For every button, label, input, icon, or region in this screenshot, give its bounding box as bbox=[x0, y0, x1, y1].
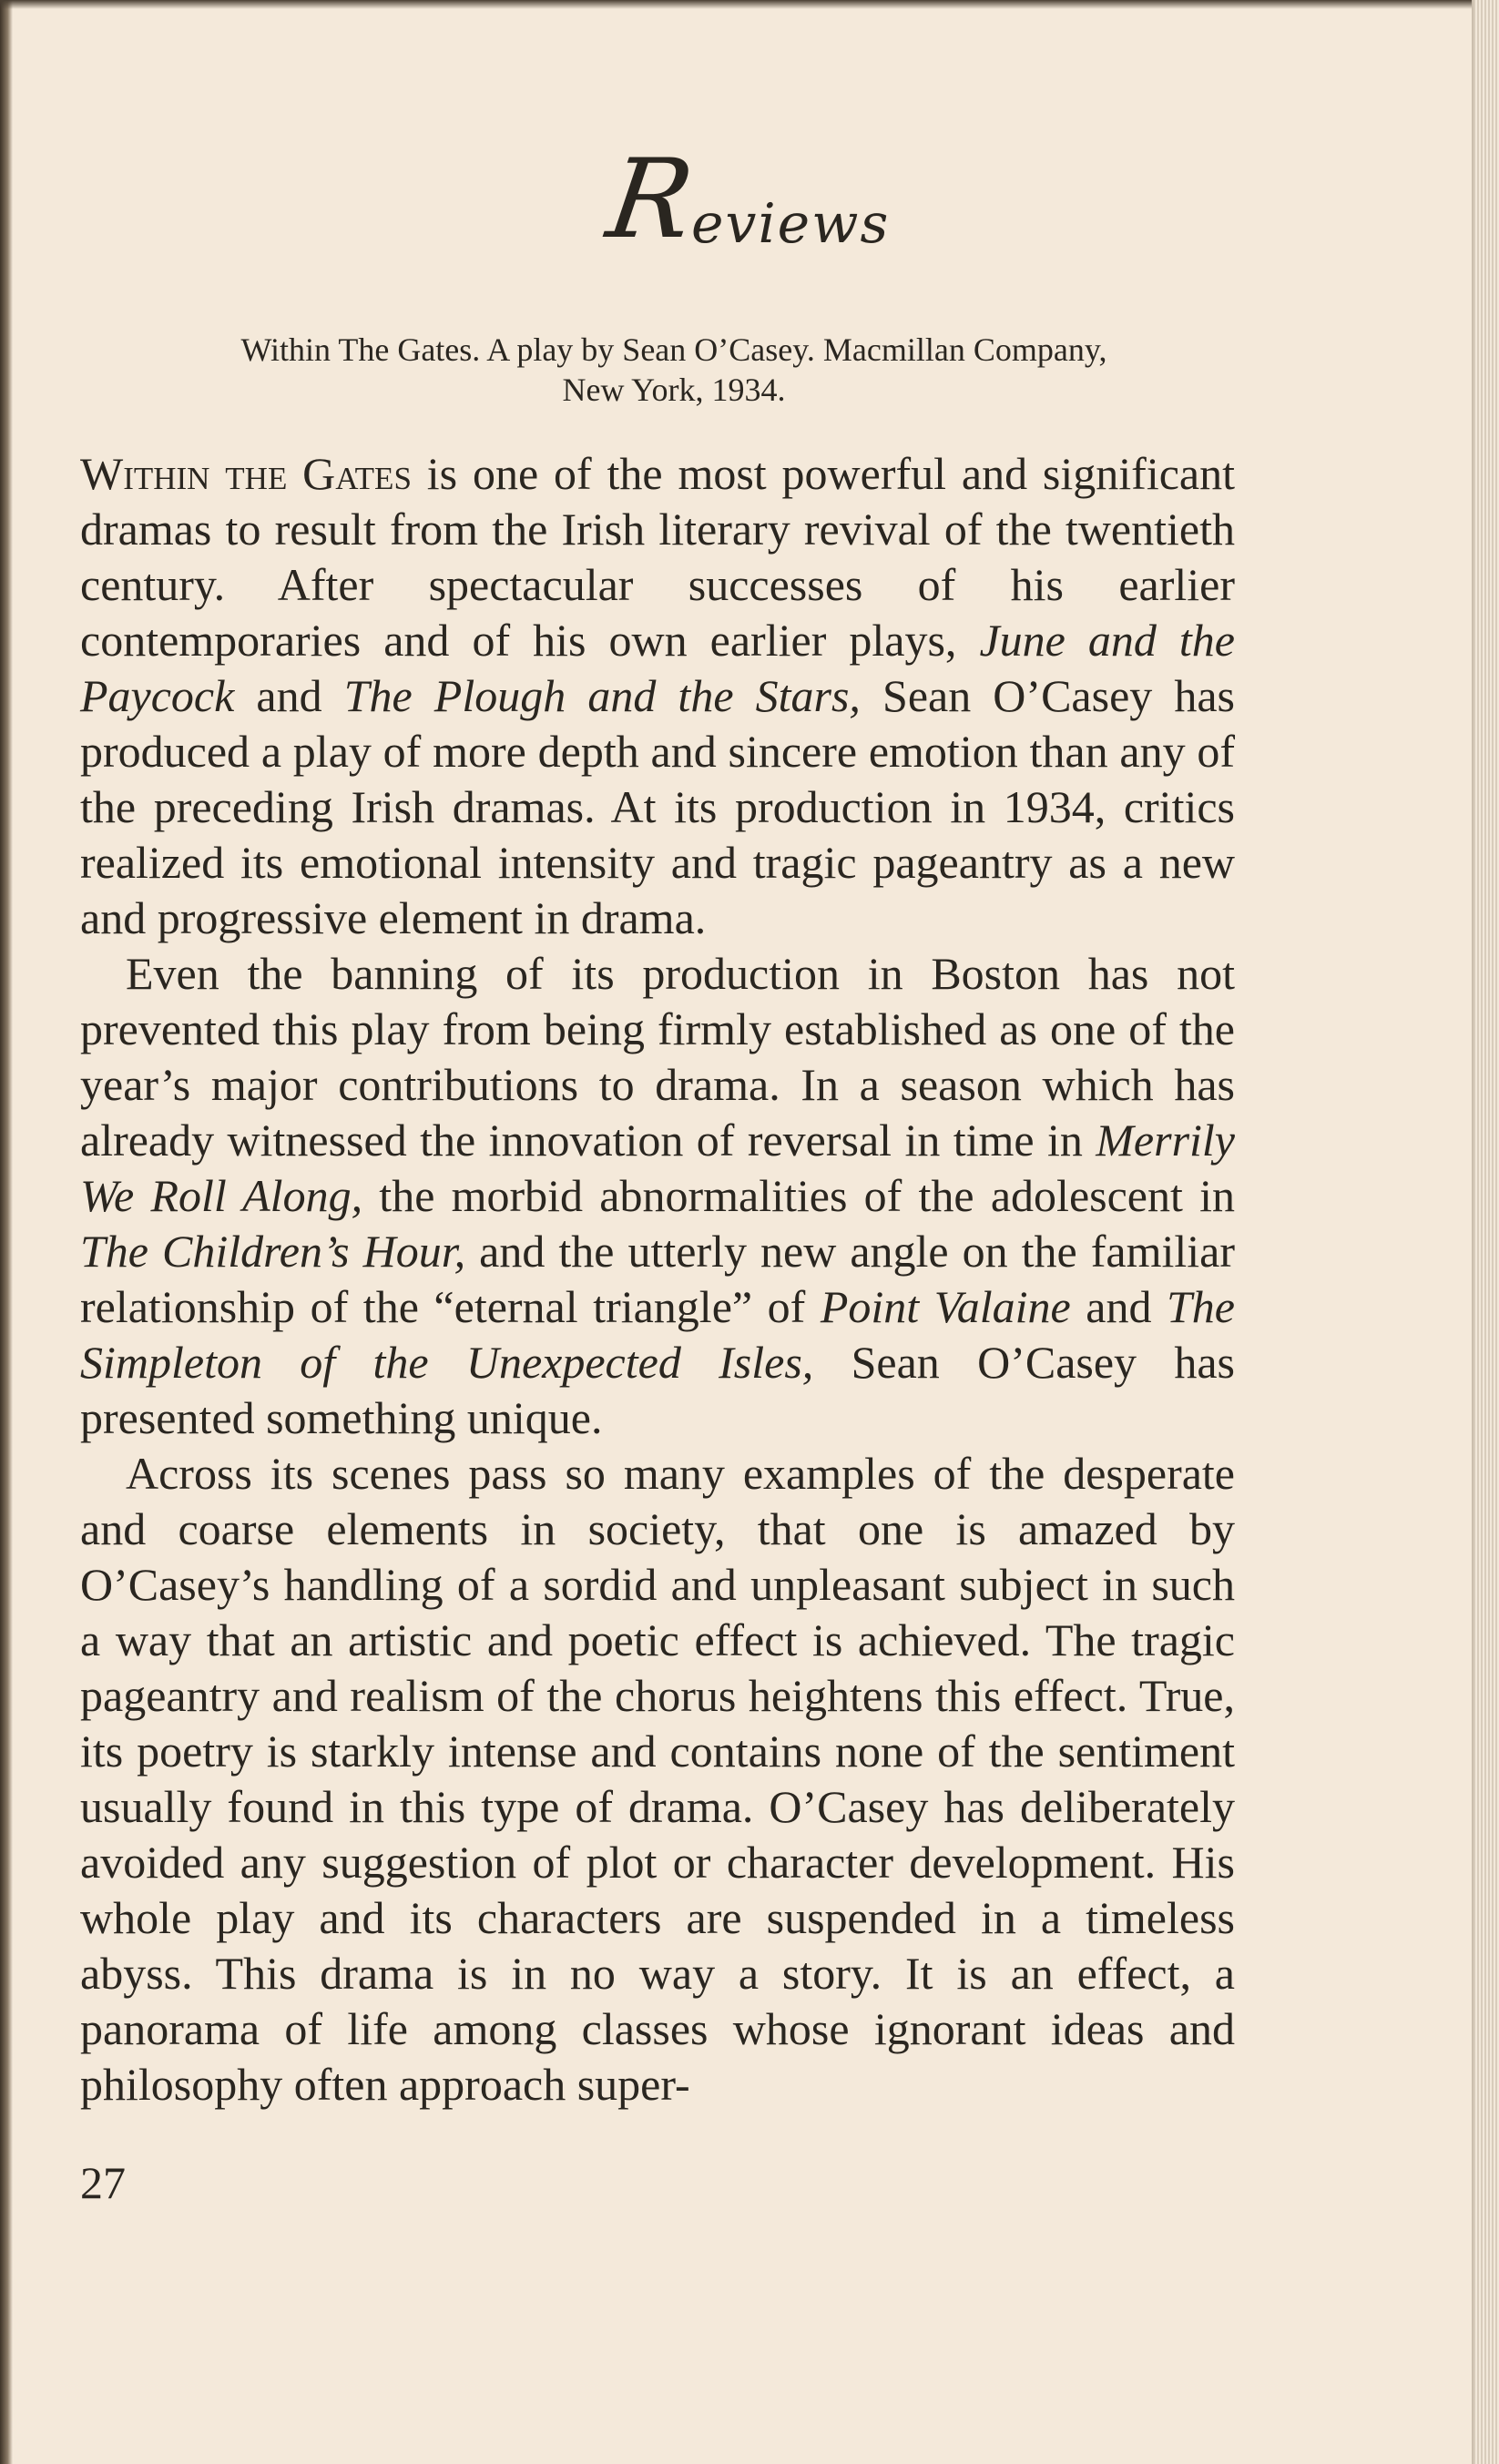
top-shadow bbox=[0, 0, 1499, 9]
paragraph-1 bbox=[80, 446, 1235, 946]
play-title: Merrily We Roll Along, bbox=[80, 1115, 1235, 1221]
lead-small-caps: Within the Gates bbox=[80, 448, 412, 499]
binding-shadow bbox=[0, 0, 13, 2464]
review-body bbox=[80, 446, 1235, 2113]
play-title: The Children’s Hour, bbox=[80, 1226, 466, 1277]
paragraph-2 bbox=[80, 946, 1235, 1446]
page-number: 27 bbox=[80, 2157, 126, 2208]
paragraph-text: Even the banning of its production in Boston has not prevented this play from being firmly established as one of the year’s major contributions to drama. In a season which has already witnessed the innovation of reversal in time in bbox=[80, 948, 1235, 1166]
play-title: The Simpleton of the Unexpected Isles, bbox=[80, 1281, 1235, 1388]
paragraph-text: and the utterly new angle on the familiar relationship of the “eternal triangle” of bbox=[80, 1226, 1235, 1332]
heading-initial: R bbox=[599, 137, 700, 263]
play-title: June and the Paycock bbox=[80, 615, 1235, 721]
citation-line-1: Within The Gates. A play by Sean O’Casey. Macmillan Company, bbox=[240, 331, 1107, 368]
page-fore-edge bbox=[1472, 0, 1499, 2464]
play-title: Point Valaine bbox=[820, 1281, 1071, 1332]
paragraph-3 bbox=[80, 1446, 1235, 2113]
citation-line-2: New York, 1934. bbox=[562, 372, 786, 408]
paragraph-text: is one of the most powerful and significant dramas to result from the Irish literary revival of the twentieth century. After spectacular successes of his earlier contemporaries and of his own earlier plays, bbox=[80, 448, 1235, 666]
paragraph-text: Across its scenes pass so many examples of the desperate and coarse elements in society, that one is amazed by O’Casey’s handling of a sordid and unpleasant subject in such a way that an artistic and poetic effect is achieved. The tragic pageantry and realism of the chorus heightens this effect. True, its poetry is starkly intense and contains none of the sentiment usually found in this type of drama. O’Casey has deliberately avoided any suggestion of plot or character development. His whole play and its characters are suspended in a timeless abyss. This drama is in no way a story. It is an effect, a panorama of life among classes whose ignorant ideas and philosophy often approach super- bbox=[80, 1448, 1235, 2110]
section-heading bbox=[0, 137, 1499, 263]
paragraph-text: the morbid abnormalities of the adolescent in bbox=[362, 1170, 1235, 1221]
play-title: The Plough and the Stars, bbox=[343, 670, 861, 721]
paragraph-text: and bbox=[234, 670, 344, 721]
heading-rest: eviews bbox=[691, 192, 891, 256]
paragraph-text: Sean O’Casey has produced a play of more depth and sincere emotion than any of the preceding Irish dramas. At its production in 1934, critics realized its emotional intensity and tragic pageantry as a new and progressive element in drama. bbox=[80, 670, 1236, 943]
paragraph-text: Sean O’Casey has presented something unique. bbox=[80, 1337, 1235, 1443]
paragraph-text: and bbox=[1070, 1281, 1167, 1332]
review-citation bbox=[137, 330, 1211, 410]
